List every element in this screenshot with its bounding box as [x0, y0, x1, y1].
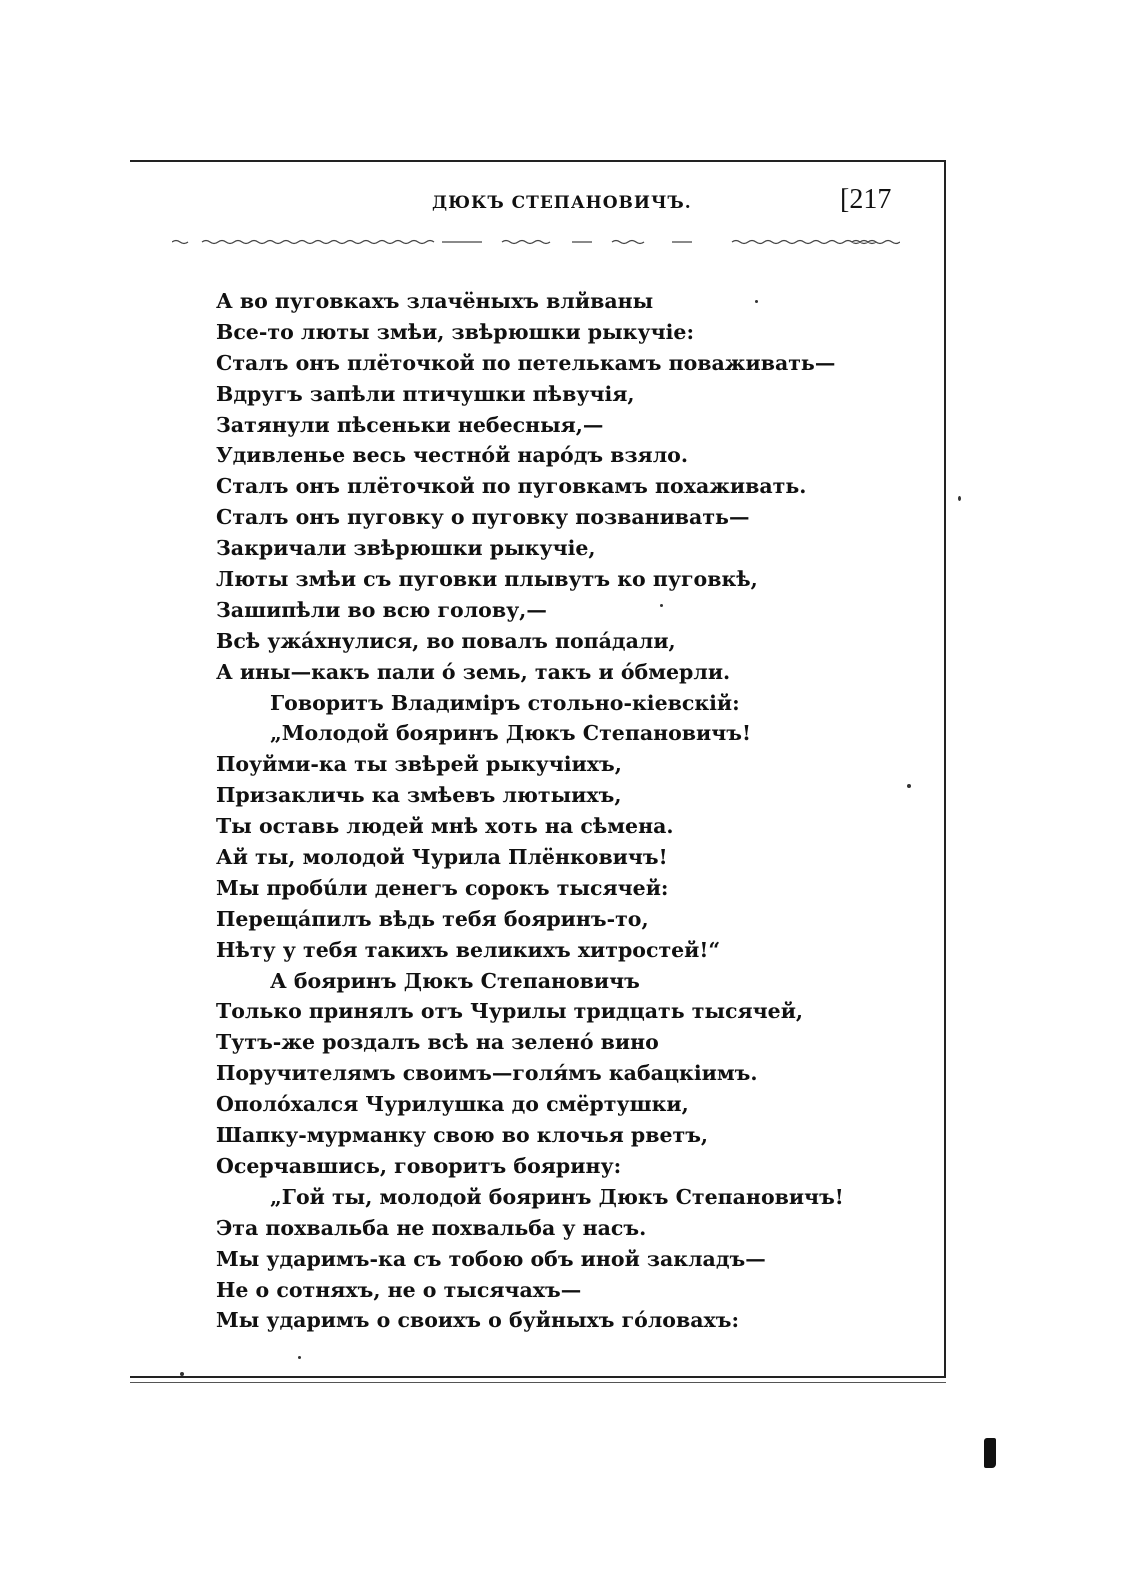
- page-number: [217: [840, 184, 892, 215]
- poem-line: Ополóхался Чурилушка до смёртушки,: [216, 1092, 689, 1117]
- poem-line: Ай ты, молодой Чурила Плёнковичъ!: [216, 845, 668, 870]
- ink-speck: [180, 1372, 184, 1376]
- poem-line: А бояринъ Дюкъ Степановичъ: [270, 968, 640, 993]
- poem-text: [216, 286, 844, 1336]
- right-rule: [944, 160, 946, 1378]
- poem-line: Поручителямъ своимъ—голя́мъ кабацкіимъ.: [216, 1061, 758, 1086]
- poem-line: Осерчавшись, говоритъ боярину:: [216, 1153, 622, 1178]
- ink-speck: [755, 300, 758, 303]
- poem-line: Нѣту у тебя такихъ великихъ хитростей!“: [216, 937, 721, 962]
- poem-line: Поуйми-ка ты звѣрей рыкучіихъ,: [216, 752, 622, 777]
- top-rule: [130, 160, 946, 162]
- poem-line: Мы ударимъ о своихъ о буйныхъ гóловахъ:: [216, 1308, 740, 1333]
- ink-speck: [907, 784, 911, 788]
- page-edge-mark: [984, 1438, 996, 1468]
- poem-line: „Гой ты, молодой бояринъ Дюкъ Степановичъ!: [270, 1184, 844, 1209]
- poem-line: Сталъ онъ плёточкой по пуговкамъ похаживать.: [216, 474, 807, 499]
- poem-line: „Молодой бояринъ Дюкъ Степановичъ!: [270, 721, 751, 746]
- poem-line: Перещáпилъ вѣдь тебя бояринъ-то,: [216, 906, 649, 931]
- poem-line: Все-то люты змѣи, звѣрюшки рыкучіе:: [216, 319, 695, 344]
- poem-line: Тутъ-же роздалъ всѣ на зеленó вино: [216, 1030, 659, 1055]
- poem-line: А ины—какъ пали ó земь, такъ и óбмерли.: [216, 659, 731, 684]
- poem-line: Не о сотняхъ, не о тысячахъ—: [216, 1277, 582, 1302]
- running-title: ДЮКЪ СТЕПАНОВИЧЪ.: [432, 193, 692, 213]
- poem-line: Сталъ онъ пуговку о пуговку позванивать—: [216, 505, 750, 530]
- poem-line: А во пуговкахъ злачёныхъ влйваны: [216, 289, 654, 313]
- poem-line: Эта похвальба не похвальба у насъ.: [216, 1215, 647, 1240]
- ink-speck: [298, 1356, 301, 1359]
- poem-line: Мы пробúли денегъ сорокъ тысячей:: [216, 875, 669, 900]
- header-ornament-rule: [172, 236, 900, 250]
- poem-line: Удивленье весь честнóй нарóдъ взяло.: [216, 443, 688, 468]
- poem-line: Закричали звѣрюшки рыкучіе,: [216, 536, 596, 561]
- poem-line: Говоритъ Владиміръ стольно-кіевскій:: [270, 690, 740, 715]
- poem-line: Шапку-мурманку свою во клочья рветъ,: [216, 1123, 709, 1148]
- poem-line: Только принялъ отъ Чурилы тридцать тысячей,: [216, 999, 804, 1024]
- poem-line: Ты оставь людей мнѣ хоть на сѣмена.: [216, 814, 674, 839]
- poem-line: Призакличь ка змѣевъ лютыихъ,: [216, 783, 622, 808]
- poem-line: Вдругъ запѣли птичушки пѣвучія,: [216, 381, 635, 406]
- poem-line: Сталъ онъ плёточкой по петелькамъ поваживать—: [216, 350, 836, 375]
- poem-line: Зашипѣли во всю голову,—: [216, 597, 547, 622]
- poem-line: Мы ударимъ-ка съ тобою объ иной закладъ—: [216, 1246, 766, 1271]
- ink-speck: [958, 496, 961, 501]
- poem-line: Люты змѣи съ пуговки плывутъ ко пуговкѣ,: [216, 567, 758, 592]
- poem-line: Всѣ ужáхнулися, во повалъ попáдали,: [216, 628, 676, 653]
- ink-speck: [660, 604, 663, 607]
- bottom-rule-secondary: [130, 1382, 946, 1383]
- poem-line: Затянули пѣсеньки небесныя,—: [216, 412, 604, 437]
- bottom-rule: [130, 1376, 946, 1378]
